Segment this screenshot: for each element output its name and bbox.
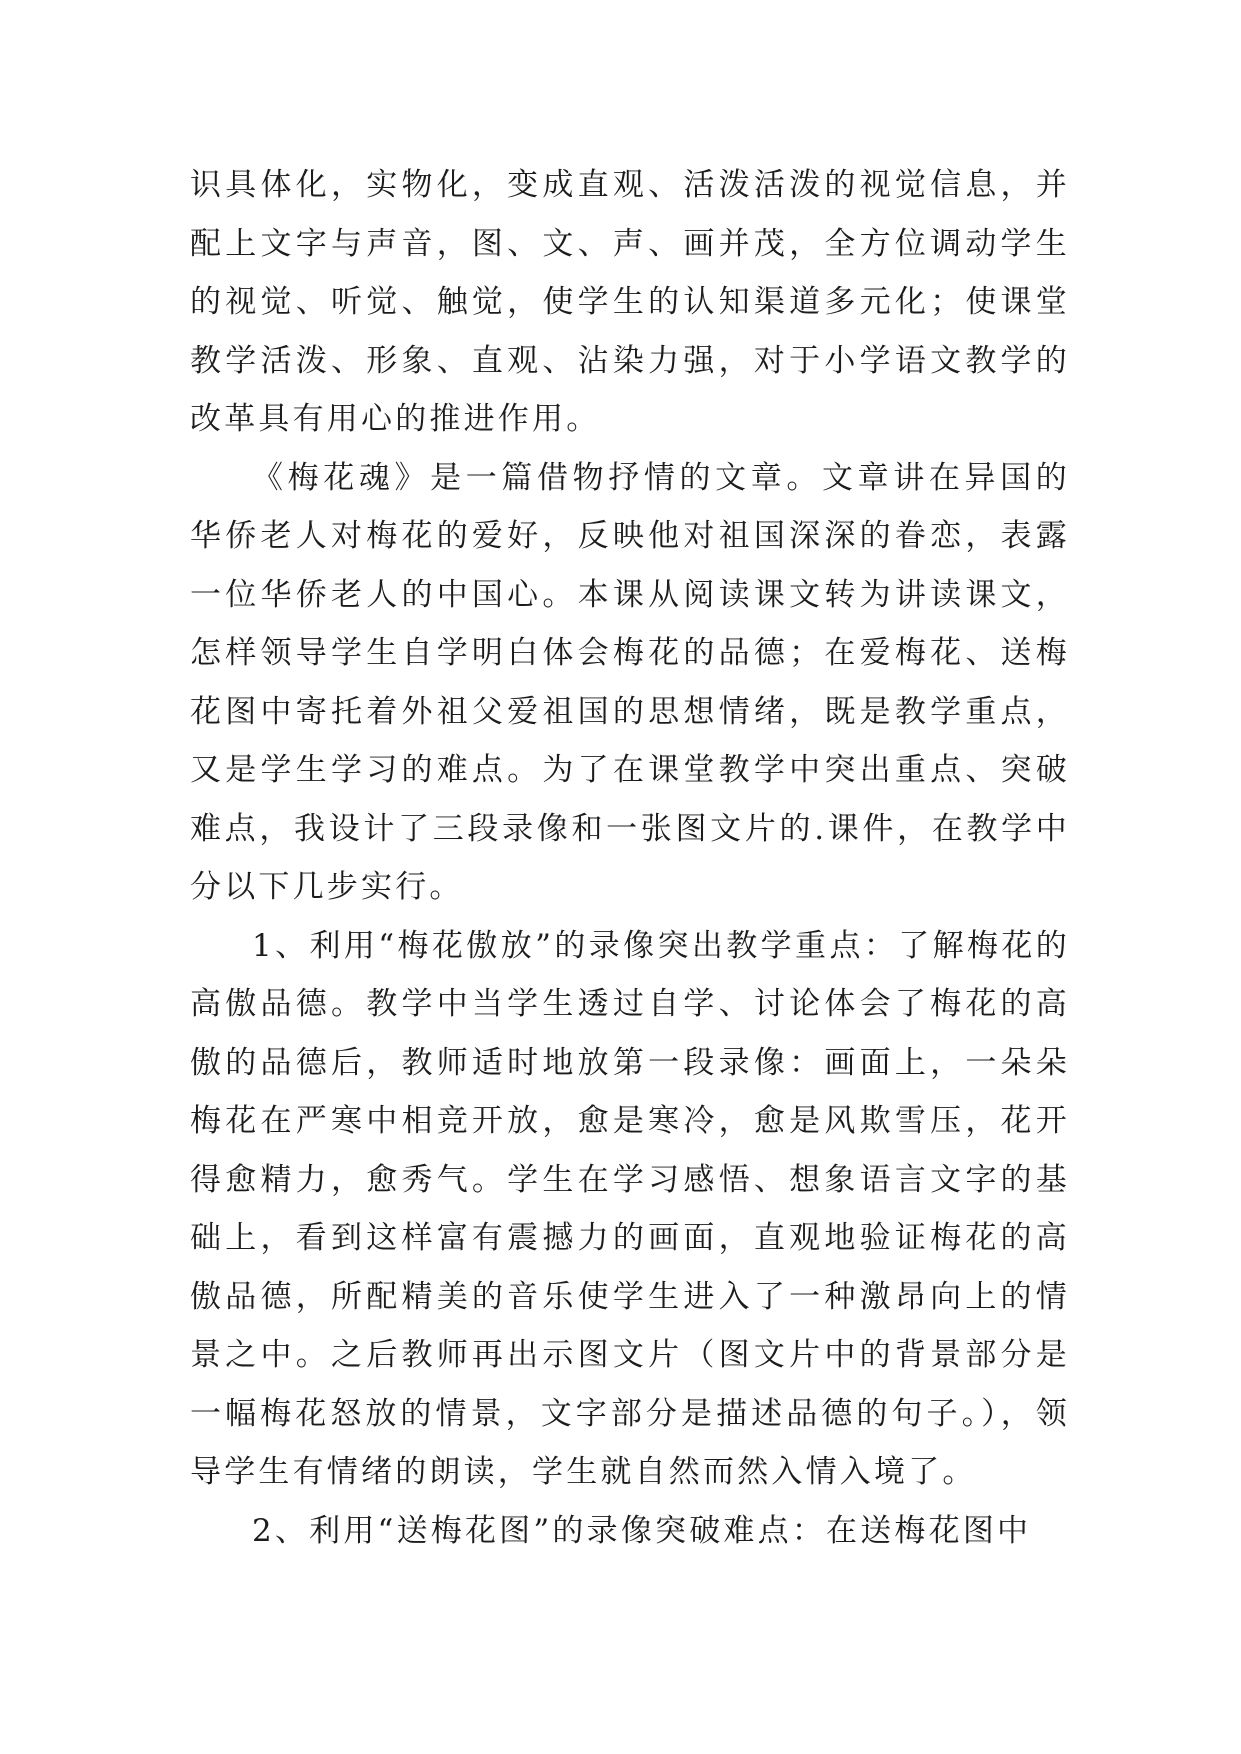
paragraph-meihuahun-intro: 《梅花魂》是一篇借物抒情的文章。文章讲在异国的华侨老人对梅花的爱好，反映他对祖国深深的眷恋，表露一位华侨老人的中国心。本课从阅读课文转为讲读课文，怎样领导学生自学明白体会梅花的品德；在爱梅花、送梅花图中寄托着外祖父爱祖国的思想情绪，既是教学重点，又是学生学习的难点。为了在课堂教学中突出重点、突破难点，我设计了三段录像和一张图文片的.课件，在教学中分以下几步实行。 — [190, 459, 1070, 905]
paragraph-step-1: 1、利用“梅花傲放”的录像突出教学重点：了解梅花的高傲品德。教学中当学生透过自学、讨论体会了梅花的高傲的品德后，教师适时地放第一段录像：画面上，一朵朵梅花在严寒中相竞开放，愈是寒冷，愈是风欺雪压，花开得愈精力，愈秀气。学生在学习感悟、想象语言文字的基础上，看到这样富有震撼力的画面，直观地验证梅花的高傲品德，所配精美的音乐使学生进入了一种激昂向上的情景之中。之后教师再出示图文片（图文片中的背景部分是一幅梅花怒放的情景，文字部分是描述品德的句子。），领导学生有情绪的朗读，学生就自然而然入情入境了。 — [190, 927, 1070, 1490]
paragraph-step-2: 2、利用“送梅花图”的录像突破难点：在送梅花图中 — [252, 1512, 1032, 1549]
document-body — [190, 156, 1070, 1560]
paragraph-continuation: 识具体化，实物化，变成直观、活泼活泼的视觉信息，并配上文字与声音，图、文、声、画并茂，全方位调动学生的视觉、听觉、触觉，使学生的认知渠道多元化；使课堂教学活泼、形象、直观、沾染力强，对于小学语文教学的改革具有用心的推进作用。 — [190, 167, 1070, 437]
